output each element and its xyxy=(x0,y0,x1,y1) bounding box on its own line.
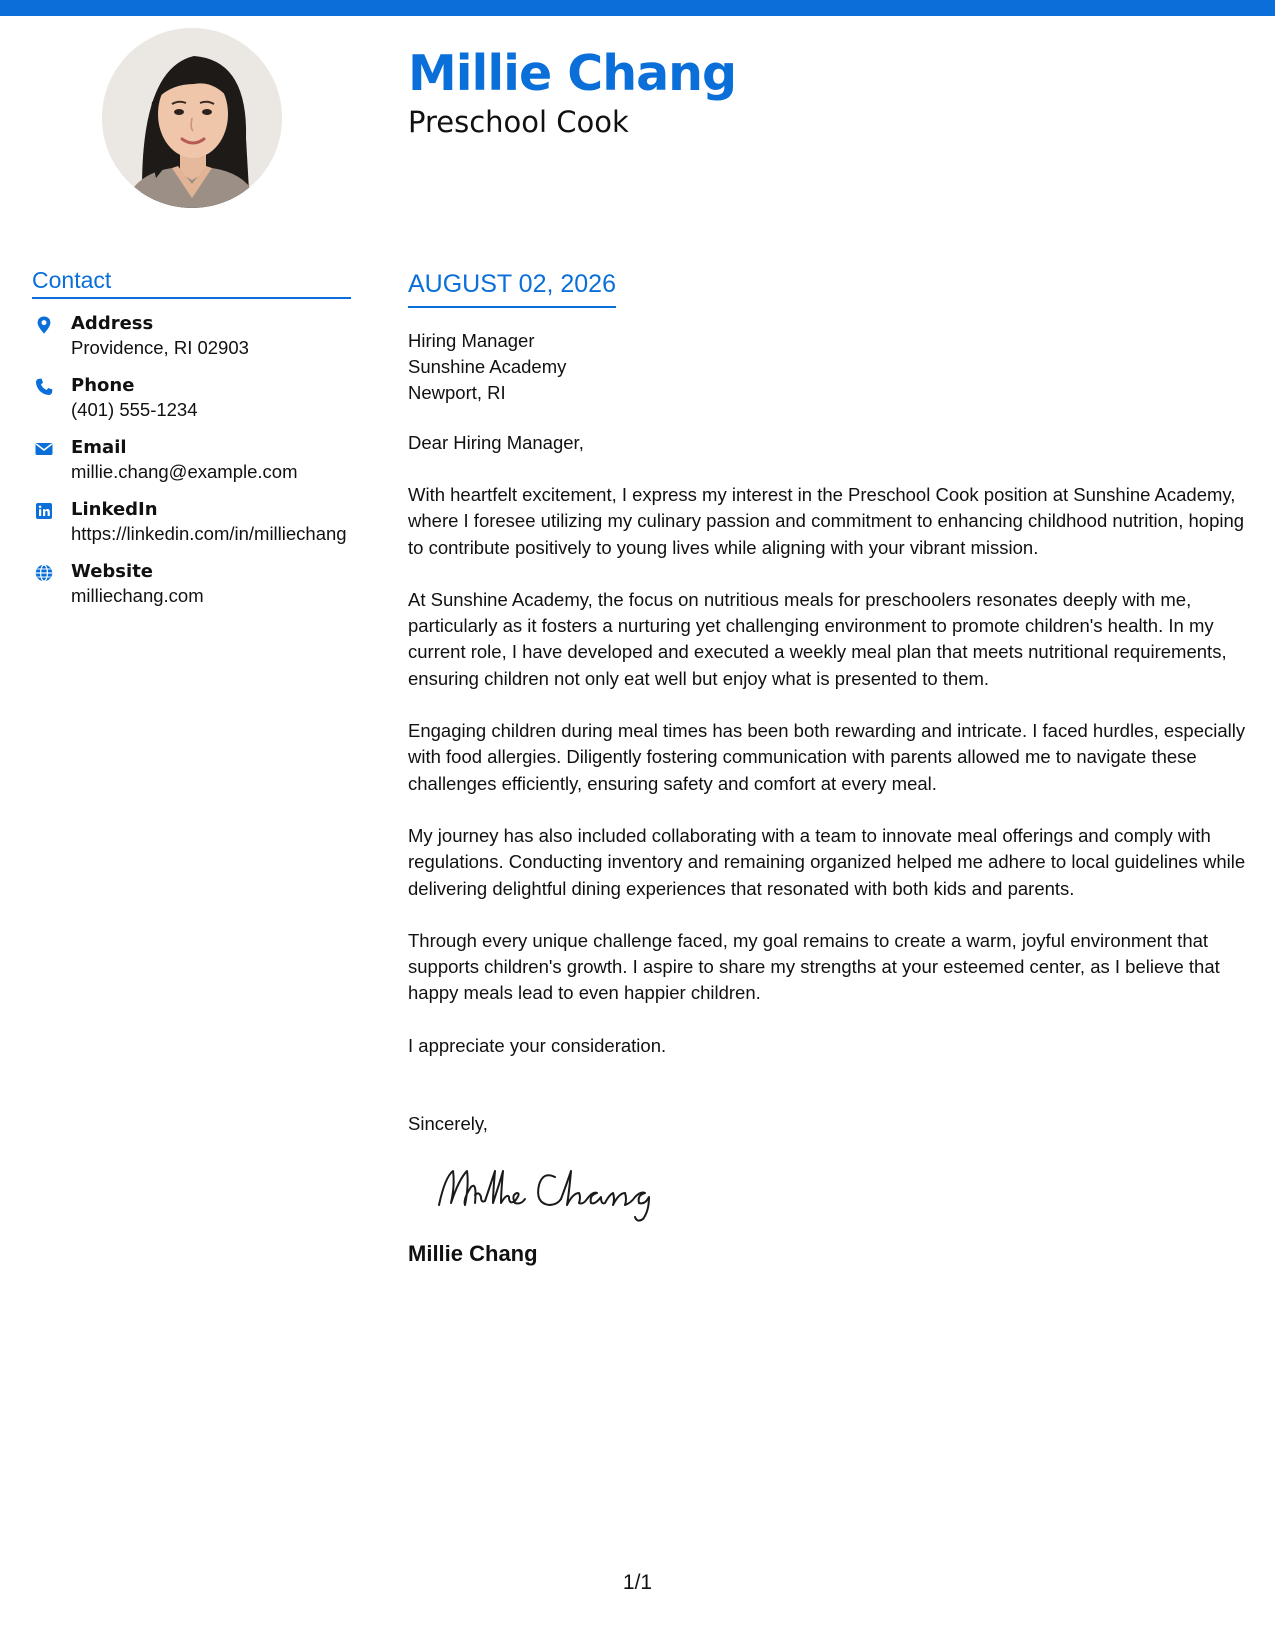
contact-label: Address xyxy=(71,313,154,334)
contact-item-email xyxy=(32,436,351,484)
contact-item-website xyxy=(32,560,351,608)
globe-icon xyxy=(34,563,54,583)
recipient-block xyxy=(408,328,1250,406)
contact-label: Email xyxy=(71,437,127,458)
handwritten-signature xyxy=(435,1163,665,1223)
job-title: Preschool Cook xyxy=(408,105,629,139)
contact-label: LinkedIn xyxy=(71,499,158,520)
recipient-title: Hiring Manager xyxy=(408,330,535,351)
signer-name: Millie Chang xyxy=(408,1241,538,1267)
letter-paragraph: At Sunshine Academy, the focus on nutritious meals for preschoolers resonates deeply with me, particularly as it fosters a nurturing yet challenging environment to promote children's health. In my current role, I have developed and executed a weekly meal plan that meets nutritional requirements, ensuring children not only eat well but enjoy what is presented to them. xyxy=(408,588,1227,689)
phone-value: (401) 555-1234 xyxy=(71,399,198,420)
recipient-location: Newport, RI xyxy=(408,382,506,403)
contact-heading: Contact xyxy=(32,266,351,299)
envelope-icon xyxy=(34,439,54,459)
letter-date: AUGUST 02, 2026 xyxy=(408,268,616,308)
website-link[interactable]: milliechang.com xyxy=(71,585,204,606)
letter-body xyxy=(408,268,1250,1268)
page-number: 1/1 xyxy=(622,1571,653,1594)
contact-item-phone xyxy=(32,374,351,422)
contact-item-linkedin xyxy=(32,498,351,546)
letter-paragraph: Through every unique challenge faced, my goal remains to create a warm, joyful environment that supports children's growth. I aspire to share my strengths at your esteemed center, as I believe that happy meals lead to even happier children. xyxy=(408,929,1220,1004)
linkedin-link[interactable]: https://linkedin.com/in/milliechang xyxy=(71,523,347,544)
avatar xyxy=(102,28,282,208)
recipient-organization: Sunshine Academy xyxy=(408,356,567,377)
contact-item-address xyxy=(32,312,351,360)
letter-paragraph: I appreciate your consideration. xyxy=(408,1034,667,1056)
address-value: Providence, RI 02903 xyxy=(71,337,249,358)
header xyxy=(408,44,736,140)
map-pin-icon xyxy=(34,315,54,335)
linkedin-icon xyxy=(34,501,54,521)
letter-paragraph: My journey has also included collaborating with a team to innovate meal offerings and comply with regulations. Conducting inventory and remaining organized helped me adhere to local guidelines while delivering delightful dining experiences that resonated with both kids and parents. xyxy=(408,824,1246,899)
letter-paragraph: Engaging children during meal times has been both rewarding and intricate. I faced hurdles, especially with food allergies. Diligently fostering communication with parents allowed me to navigate these challenges efficiently, ensuring safety and comfort at every meal. xyxy=(408,720,1246,794)
applicant-name: Millie Chang xyxy=(408,45,737,102)
contact-sidebar xyxy=(32,266,351,622)
salutation: Dear Hiring Manager, xyxy=(408,432,584,453)
top-accent-bar xyxy=(0,0,1275,16)
email-link[interactable]: millie.chang@example.com xyxy=(71,461,298,482)
contact-list xyxy=(32,312,351,608)
phone-icon xyxy=(34,377,54,397)
contact-label: Website xyxy=(71,561,154,582)
letter-paragraph: With heartfelt excitement, I express my interest in the Preschool Cook position at Sunshine Academy, where I foresee utilizing my culinary passion and commitment to enhancing childhood nutrition, hoping to contribute positively to young lives while aligning with your vibrant mission. xyxy=(408,484,1245,558)
portrait-photo xyxy=(102,28,282,208)
contact-label: Phone xyxy=(71,375,135,396)
closing: Sincerely, xyxy=(408,1113,488,1135)
